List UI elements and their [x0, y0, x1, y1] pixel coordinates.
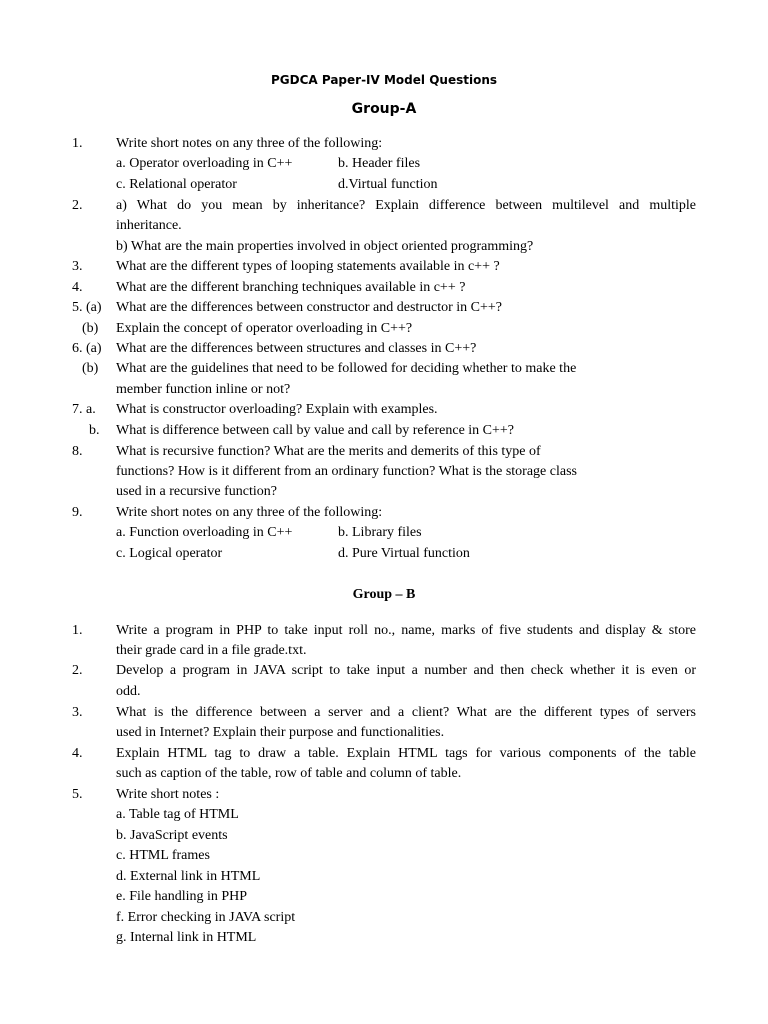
question-text: What are the guidelines that need to be followed for deciding whether to make the — [116, 361, 577, 376]
question-number: 6. (a) — [72, 341, 102, 356]
option-text: d.Virtual function — [338, 177, 438, 192]
question-text: b) What are the main properties involved in object oriented programming? — [116, 239, 534, 254]
question-text: What are the differences between structures and classes in C++? — [116, 341, 477, 356]
question-number: 2. — [72, 198, 83, 213]
question-text: Explain HTML tag to draw a table. Explain HTML tags for various components of the table — [116, 746, 696, 761]
list-item: e. File handling in PHP — [116, 889, 248, 904]
question-text: What are the different types of looping statements available in c++ ? — [116, 259, 500, 274]
question-number: 2. — [72, 663, 83, 678]
question-text: What is the difference between a server and a client? What are the different types of servers — [116, 705, 696, 720]
question-text: Develop a program in JAVA script to take input a number and then check whether it is even or — [116, 663, 696, 678]
list-item: a. Table tag of HTML — [116, 807, 239, 822]
question-number: 9. — [72, 505, 83, 520]
question-text: Write short notes on any three of the following: — [116, 505, 383, 520]
question-text: a) What do you mean by inheritance? Explain difference between multilevel and multiple — [116, 198, 696, 213]
question-number: 4. — [72, 280, 83, 295]
question-text: Write a program in PHP to take input roll no., name, marks of five students and display & store — [116, 623, 696, 638]
question-text: functions? How is it different from an ordinary function? What is the storage class — [116, 464, 577, 479]
option-text: b. Library files — [338, 525, 422, 540]
group-a-heading: Group-A — [351, 101, 417, 117]
question-number: 5. — [72, 787, 83, 802]
option-text: c. Logical operator — [116, 546, 223, 561]
option-text: a. Function overloading in C++ — [116, 525, 293, 540]
question-text: Write short notes : — [116, 787, 220, 802]
question-number: 1. — [72, 136, 83, 151]
question-number: 1. — [72, 623, 83, 638]
question-text: Write short notes on any three of the following: — [116, 136, 383, 151]
question-number: 7. a. — [72, 402, 96, 417]
question-text: What is recursive function? What are the merits and demerits of this type of — [116, 444, 541, 459]
option-text: d. Pure Virtual function — [338, 546, 470, 561]
question-text: What are the differences between constructor and destructor in C++? — [116, 300, 502, 315]
list-item: f. Error checking in JAVA script — [116, 910, 296, 925]
question-text: used in Internet? Explain their purpose and functionalities. — [116, 725, 445, 740]
question-number: 8. — [72, 444, 83, 459]
question-number: 4. — [72, 746, 83, 761]
question-text: Explain the concept of operator overloading in C++? — [116, 321, 413, 336]
question-text: odd. — [116, 684, 141, 699]
question-number: 3. — [72, 259, 83, 274]
option-text: c. Relational operator — [116, 177, 237, 192]
option-text: a. Operator overloading in C++ — [116, 156, 293, 171]
question-number: 3. — [72, 705, 83, 720]
list-item: g. Internal link in HTML — [116, 930, 257, 945]
question-text: member function inline or not? — [116, 382, 291, 397]
list-item: b. JavaScript events — [116, 828, 228, 843]
question-text: What are the different branching techniques available in c++ ? — [116, 280, 466, 295]
group-b-heading: Group – B — [352, 587, 416, 602]
question-number: (b) — [82, 321, 99, 336]
question-text: inheritance. — [116, 218, 182, 233]
question-number: 5. (a) — [72, 300, 102, 315]
question-text: their grade card in a file grade.txt. — [116, 643, 307, 658]
list-item: d. External link in HTML — [116, 869, 261, 884]
page-title: PGDCA Paper-IV Model Questions — [270, 73, 497, 87]
option-text: b. Header files — [338, 156, 421, 171]
question-text: used in a recursive function? — [116, 484, 277, 499]
question-number: b. — [89, 423, 100, 438]
question-text: What is constructor overloading? Explain with examples. — [116, 402, 438, 417]
question-number: (b) — [82, 361, 99, 376]
question-text: such as caption of the table, row of table and column of table. — [116, 766, 462, 781]
list-item: c. HTML frames — [116, 848, 210, 863]
question-text: What is difference between call by value and call by reference in C++? — [116, 423, 515, 438]
